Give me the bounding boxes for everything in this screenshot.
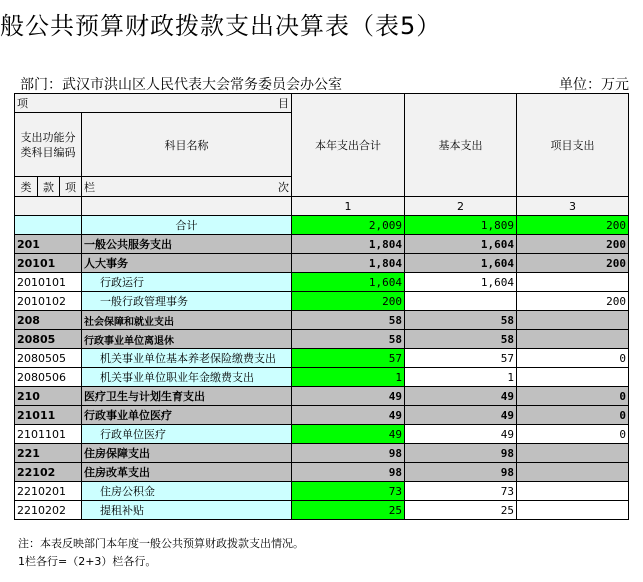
row-total: 49 [292, 425, 405, 444]
row-code: 20805 [15, 330, 82, 349]
header-mu: 目 [278, 97, 289, 110]
row-project [517, 501, 629, 520]
header-xiang: 项 [17, 97, 28, 110]
table-row [15, 501, 629, 520]
row-project: 0 [517, 349, 629, 368]
row-project [517, 273, 629, 292]
row-project [517, 330, 629, 349]
table-row [15, 311, 629, 330]
row-total: 25 [292, 501, 405, 520]
header-col-basic: 基本支出 [405, 94, 517, 197]
row-code: 2101101 [15, 425, 82, 444]
row-name: 行政运行 [82, 273, 292, 292]
header-spacer [82, 197, 292, 216]
row-project [517, 368, 629, 387]
row-project [517, 311, 629, 330]
header-row-1 [15, 94, 629, 113]
row-basic: 49 [405, 406, 517, 425]
table-row [15, 444, 629, 463]
table-row [15, 425, 629, 444]
note-line-1: 注：本表反映部门本年度一般公共预算财政拨款支出情况。 [18, 537, 304, 550]
total-basic: 1,809 [405, 216, 517, 235]
header-row-5 [15, 197, 629, 216]
row-project: 0 [517, 425, 629, 444]
row-project: 0 [517, 387, 629, 406]
header-kuan: 款 [38, 177, 60, 197]
row-basic: 49 [405, 425, 517, 444]
table-row [15, 254, 629, 273]
row-name: 一般公共服务支出 [82, 235, 292, 254]
row-code: 2080506 [15, 368, 82, 387]
row-name: 提租补贴 [82, 501, 292, 520]
header-func-cat: 支出功能分类科目编码 [15, 113, 82, 177]
table-row [15, 273, 629, 292]
table-row [15, 349, 629, 368]
row-basic: 1,604 [405, 254, 517, 273]
row-basic: 1 [405, 368, 517, 387]
row-total: 73 [292, 482, 405, 501]
row-basic: 57 [405, 349, 517, 368]
header-col-project: 项目支出 [517, 94, 629, 197]
row-code: 21011 [15, 406, 82, 425]
row-name: 医疗卫生与计划生育支出 [82, 387, 292, 406]
table-row [15, 292, 629, 311]
header-xiang-mu [15, 94, 292, 113]
row-code: 2010101 [15, 273, 82, 292]
total-total: 2,009 [292, 216, 405, 235]
row-code: 2010102 [15, 292, 82, 311]
row-basic: 25 [405, 501, 517, 520]
row-total: 200 [292, 292, 405, 311]
row-name: 一般行政管理事务 [82, 292, 292, 311]
unit-label: 单位：万元 [559, 77, 629, 93]
department-label: 部门：武汉市洪山区人民代表大会常务委员会办公室 [20, 77, 342, 93]
row-basic: 58 [405, 330, 517, 349]
row-total: 57 [292, 349, 405, 368]
row-total: 58 [292, 330, 405, 349]
header-ci: 次 [278, 180, 289, 194]
row-code: 201 [15, 235, 82, 254]
table-row [15, 368, 629, 387]
row-basic: 1,604 [405, 273, 517, 292]
total-project: 200 [517, 216, 629, 235]
row-basic: 49 [405, 387, 517, 406]
table-row [15, 463, 629, 482]
row-code: 210 [15, 387, 82, 406]
row-project [517, 482, 629, 501]
header-subject-name: 科目名称 [82, 113, 292, 177]
row-code: 221 [15, 444, 82, 463]
row-name: 机关事业单位基本养老保险缴费支出 [82, 349, 292, 368]
header-lan-ci [82, 177, 292, 197]
table-row [15, 330, 629, 349]
row-code: 22102 [15, 463, 82, 482]
table-row [15, 387, 629, 406]
table-row [15, 406, 629, 425]
header-n3: 3 [517, 197, 629, 216]
table-row [15, 235, 629, 254]
row-code: 208 [15, 311, 82, 330]
row-code: 2210201 [15, 482, 82, 501]
header-n2: 2 [405, 197, 517, 216]
row-code: 2210202 [15, 501, 82, 520]
header-n1: 1 [292, 197, 405, 216]
row-basic: 58 [405, 311, 517, 330]
expenditure-table [14, 93, 629, 520]
header-lan: 栏 [84, 180, 95, 194]
header-col-total: 本年支出合计 [292, 94, 405, 197]
row-total: 58 [292, 311, 405, 330]
row-total: 98 [292, 444, 405, 463]
row-total: 98 [292, 463, 405, 482]
row-code: 2080505 [15, 349, 82, 368]
row-total: 1,804 [292, 235, 405, 254]
row-project: 200 [517, 292, 629, 311]
row-total: 1,604 [292, 273, 405, 292]
table-row [15, 482, 629, 501]
header-spacer [15, 197, 82, 216]
total-row [15, 216, 629, 235]
row-project: 200 [517, 254, 629, 273]
row-name: 行政事业单位医疗 [82, 406, 292, 425]
row-name: 行政单位医疗 [82, 425, 292, 444]
page-title: 般公共预算财政拨款支出决算表（表5） [0, 12, 442, 40]
row-code: 20101 [15, 254, 82, 273]
header-xiang2: 项 [60, 177, 82, 197]
note-line-2: 1栏各行=（2+3）栏各行。 [18, 555, 157, 568]
row-name: 行政事业单位离退休 [82, 330, 292, 349]
row-total: 49 [292, 387, 405, 406]
row-name: 住房公积金 [82, 482, 292, 501]
row-total: 1,804 [292, 254, 405, 273]
row-project [517, 444, 629, 463]
header-lei: 类 [15, 177, 38, 197]
row-name: 住房改革支出 [82, 463, 292, 482]
row-project [517, 463, 629, 482]
row-project: 200 [517, 235, 629, 254]
total-code [15, 216, 82, 235]
total-label: 合计 [82, 216, 292, 235]
row-name: 社会保障和就业支出 [82, 311, 292, 330]
row-basic: 98 [405, 444, 517, 463]
row-basic [405, 292, 517, 311]
notes [18, 535, 304, 571]
row-name: 机关事业单位职业年金缴费支出 [82, 368, 292, 387]
row-name: 住房保障支出 [82, 444, 292, 463]
row-total: 1 [292, 368, 405, 387]
row-basic: 98 [405, 463, 517, 482]
row-total: 49 [292, 406, 405, 425]
row-name: 人大事务 [82, 254, 292, 273]
row-basic: 1,604 [405, 235, 517, 254]
row-basic: 73 [405, 482, 517, 501]
row-project: 0 [517, 406, 629, 425]
